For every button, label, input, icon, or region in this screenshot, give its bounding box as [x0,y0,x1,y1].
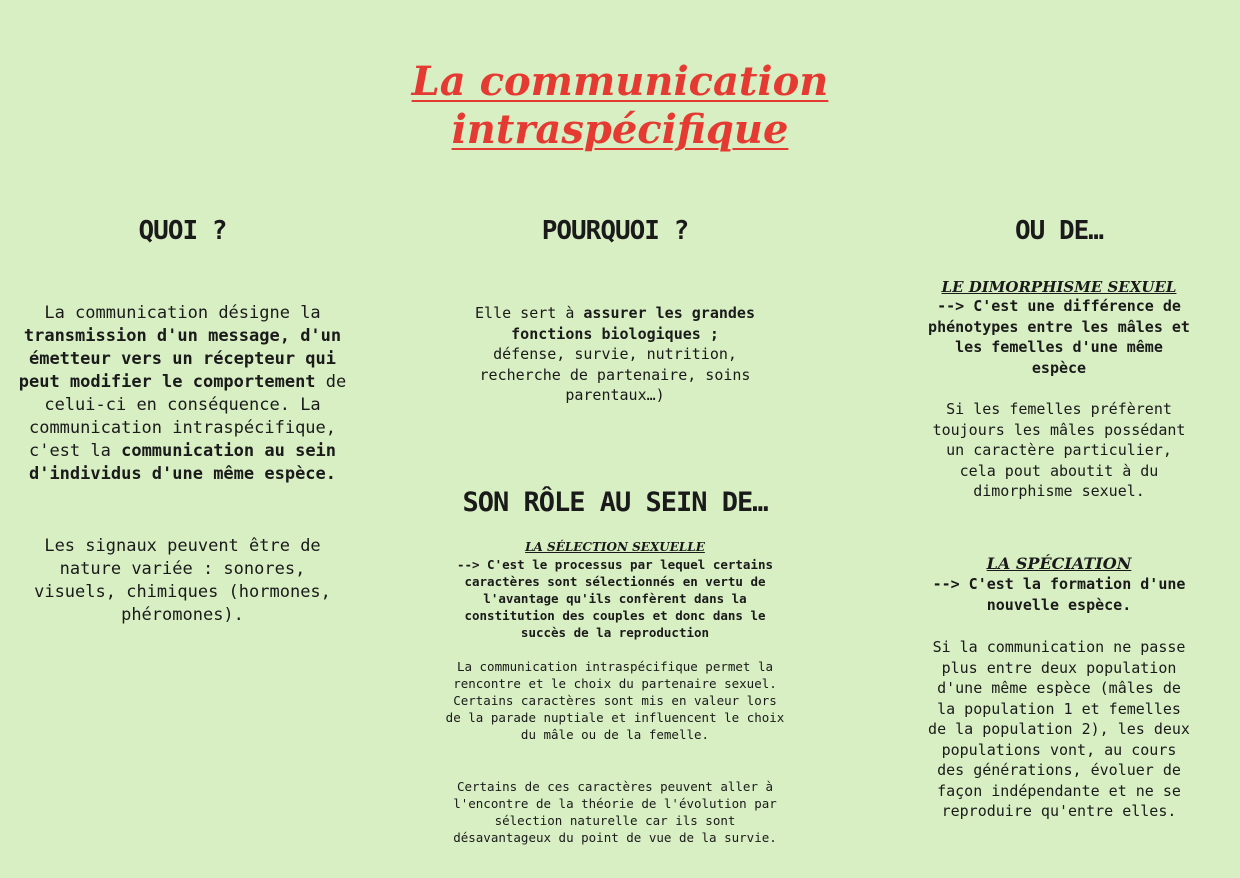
speciation-title: LA SPÉCIATION [986,554,1132,573]
page-title-line-2: intraspécifique [451,106,789,153]
dimorphisme-definition: --> C'est une différence de phénotypes entre les mâles et les femelles d'une même espèce [928,297,1190,377]
selection-sexuelle-paragraph-2: Certains de ces caractères peuvent aller à l'encontre de la théorie de l'évolution par sélection naturelle car ils sont désavantageux du point de vue de la survie. [453,779,777,845]
pourquoi-text [475,303,755,406]
quoi-signals: Les signaux peuvent être de nature variée : sonores, visuels, chimiques (hormones, phéromones). [34,536,331,625]
quoi-bold-1: transmission d'un message, d'un émetteur vers un récepteur qui peut modifier le comportement [18,326,342,392]
selection-sexuelle-title: LA SÉLECTION SEXUELLE [525,540,705,554]
page-title [0,58,1240,154]
dimorphisme-title: LE DIMORPHISME SEXUEL [941,278,1177,296]
heading-quoi: QUOI ? [138,216,227,246]
heading-role: SON RÔLE AU SEIN DE… [462,487,768,518]
speciation-definition: --> C'est la formation d'une nouvelle espèce. [932,575,1186,614]
heading-ou-de: OU DE… [1015,216,1103,246]
pourquoi-text-1: Elle sert à [475,304,584,322]
quoi-definition [15,302,350,486]
selection-sexuelle-paragraph-1: La communication intraspécifique permet la rencontre et le choix du partenaire sexuel. Certains caractères sont mis en valeur lors de la parade nuptiale et influencent le choix du mâle ou de la femelle. [445,659,785,742]
quoi-text-2: de celui-ci en conséquence. La communication intraspécifique, c'est la [28,372,347,461]
page-title-line-1: La communication [411,58,829,105]
speciation-paragraph: Si la communication ne passe plus entre deux population d'une même espèce (mâles de la population 1 et femelles de la population 2), les deux populations vont, au cours des générations, évoluer de façon indépendante et ne se reproduire qu'entre elles. [928,638,1190,820]
pourquoi-bold: assurer les grandes fonctions biologiques ; [511,304,755,343]
quoi-text-1: La communication désigne la [44,303,321,323]
heading-pourquoi: POURQUOI ? [541,216,689,246]
quoi-bold-2: communication au sein d'individus d'une même espèce. [28,441,337,484]
pourquoi-text-2: défense, survie, nutrition, recherche de partenaire, soins parentaux…) [479,345,751,404]
selection-sexuelle-definition: --> C'est le processus par lequel certains caractères sont sélectionnés en vertu de l'avantage qu'ils confèrent dans la constitution des couples et donc dans le succès de la reproduction [456,557,774,640]
dimorphisme-paragraph: Si les femelles préfèrent toujours les mâles possédant un caractère particulier, cela pout aboutit à du dimorphisme sexuel. [932,400,1186,500]
